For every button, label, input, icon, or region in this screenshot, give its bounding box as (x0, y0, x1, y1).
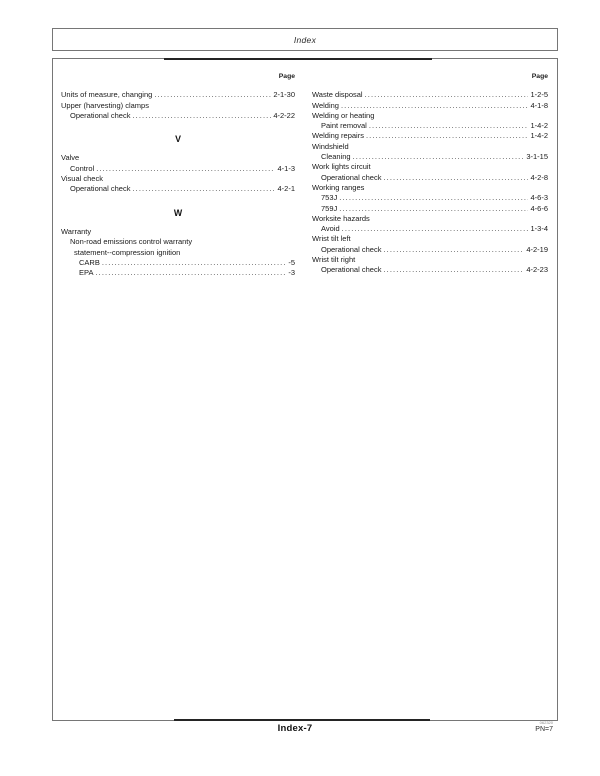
index-entry (312, 224, 548, 234)
entry-page-number: 4-2-1 (277, 184, 295, 194)
index-heading (312, 234, 548, 244)
print-code: 062320 (539, 720, 553, 725)
entry-page-number: 4-2-23 (526, 265, 548, 275)
dot-leader (95, 268, 286, 278)
column-page-header: Page (278, 73, 295, 80)
entry-text: Operational check (70, 110, 131, 120)
entry-page-number: 1-4-2 (530, 131, 548, 141)
index-entry (312, 204, 548, 214)
dot-leader (341, 101, 529, 111)
dot-leader (353, 152, 525, 162)
index-column-right (312, 72, 548, 276)
dot-leader (383, 173, 528, 183)
entry-page-number: 1-3-4 (530, 224, 548, 234)
entry-text: Work lights circuit (312, 162, 371, 172)
pn-label: PN=7 (535, 726, 553, 733)
entry-text: Windshield (312, 141, 349, 151)
dot-leader (339, 204, 528, 214)
entry-text: Visual check (61, 174, 103, 184)
entry-page-number: 3-1-15 (526, 152, 548, 162)
dot-leader (366, 131, 529, 141)
section-letter: W (173, 207, 183, 218)
entry-text: Worksite hazards (312, 213, 370, 223)
index-heading (61, 227, 295, 237)
dot-leader (369, 121, 529, 131)
print-info (535, 721, 553, 734)
entry-text: Welding or heating (312, 110, 375, 120)
entry-page-number: -3 (288, 268, 295, 278)
entry-text: CARB (79, 257, 100, 267)
index-heading (312, 162, 548, 172)
index-heading (61, 237, 295, 247)
entry-page-number: 1-4-2 (530, 121, 548, 131)
entry-text: Valve (61, 153, 80, 163)
dot-leader (342, 224, 529, 234)
index-heading (312, 142, 548, 152)
entry-text: Welding repairs (312, 131, 364, 141)
dot-leader (132, 111, 271, 121)
index-heading (312, 214, 548, 224)
entry-text: Upper (harvesting) clamps (61, 100, 149, 110)
index-content-box (52, 58, 558, 721)
entry-page-number: 4-2-19 (526, 244, 548, 254)
index-entry (312, 121, 548, 131)
index-heading (312, 183, 548, 193)
entry-page-number: 2-1-30 (273, 90, 295, 100)
entry-text: Units of measure, changing (61, 90, 153, 100)
dot-leader (154, 90, 271, 100)
index-heading (61, 248, 295, 258)
footer-page-number: Index-7 (277, 723, 313, 734)
entry-text: Warranty (61, 226, 92, 236)
index-heading (61, 174, 295, 184)
entry-text: Non-road emissions control warranty (70, 237, 193, 247)
index-entry (312, 90, 548, 100)
dot-leader (96, 164, 275, 174)
page-header-box (52, 28, 558, 51)
entry-page-number: 4-6-6 (530, 203, 548, 213)
entry-text: Control (70, 163, 95, 173)
column-page-header: Page (531, 73, 548, 80)
dot-leader (383, 265, 524, 275)
entry-page-number: 1-2-5 (530, 90, 548, 100)
index-entry (61, 184, 295, 194)
entry-text: Waste disposal (312, 90, 363, 100)
index-column-left (61, 72, 295, 278)
entry-text: Operational check (70, 184, 131, 194)
index-heading (61, 153, 295, 163)
entry-text: Paint removal (321, 121, 367, 131)
dot-leader (102, 258, 286, 268)
entry-text: Operational check (321, 265, 382, 275)
index-entry (312, 245, 548, 255)
scan-artifact-line-top (164, 58, 432, 60)
index-entry (312, 173, 548, 183)
dot-leader (339, 193, 528, 203)
entry-text: Working ranges (312, 182, 365, 192)
index-entry (61, 164, 295, 174)
page-header-title: Index (293, 34, 317, 45)
entry-page-number: 4-2-8 (530, 172, 548, 182)
entry-text: Wrist tilt left (312, 234, 351, 244)
index-entry (61, 268, 295, 278)
entry-text: Operational check (321, 244, 382, 254)
entry-text: statement--compression ignition (74, 247, 181, 257)
entry-page-number: 4-2-22 (273, 110, 295, 120)
index-entry (312, 131, 548, 141)
entry-page-number: 4-6-3 (530, 193, 548, 203)
entry-text: Cleaning (321, 152, 351, 162)
entry-text: Operational check (321, 172, 382, 182)
dot-leader (132, 184, 275, 194)
dot-leader (383, 245, 524, 255)
entry-page-number: -5 (288, 257, 295, 267)
index-entry (312, 265, 548, 275)
entry-text: 753J (321, 193, 338, 203)
index-entry (312, 152, 548, 162)
entry-text: 759J (321, 203, 338, 213)
section-letter: V (175, 134, 181, 145)
entry-text: Welding (312, 100, 339, 110)
index-entry (61, 111, 295, 121)
entry-page-number: 4-1-8 (530, 100, 548, 110)
entry-page-number: 4-1-3 (277, 163, 295, 173)
index-heading (61, 101, 295, 111)
dot-leader (365, 90, 529, 100)
index-entry (61, 258, 295, 268)
scan-artifact-line-bottom (174, 719, 430, 721)
index-entry (61, 90, 295, 100)
entry-text: Avoid (321, 224, 340, 234)
index-entry (312, 193, 548, 203)
entry-text: Wrist tilt right (312, 255, 356, 265)
index-heading (312, 111, 548, 121)
entry-text: EPA (79, 268, 94, 278)
index-heading (312, 255, 548, 265)
index-entry (312, 101, 548, 111)
